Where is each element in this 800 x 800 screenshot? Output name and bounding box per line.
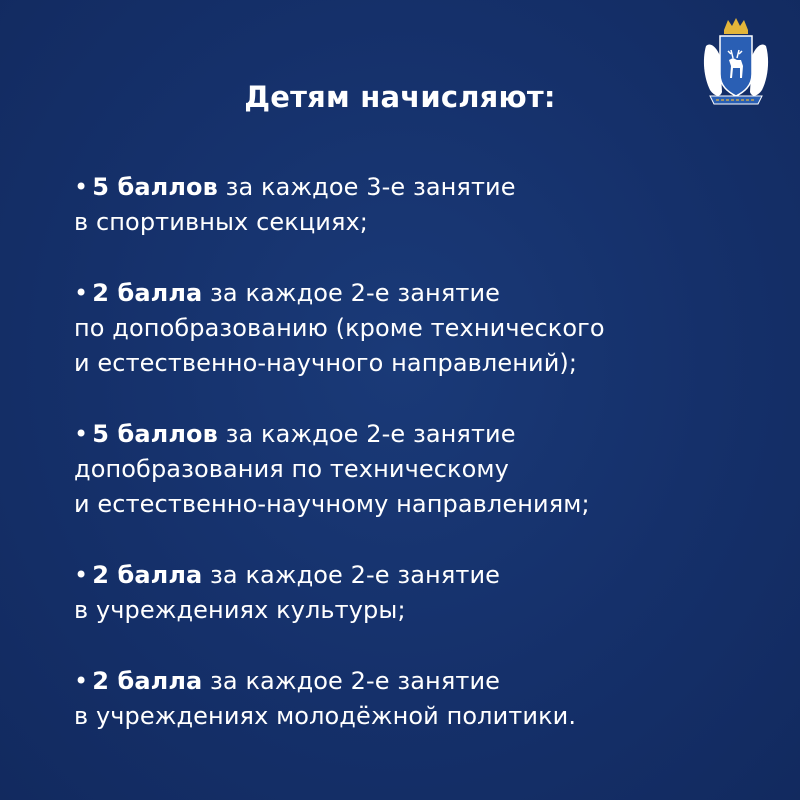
item-points: 5 баллов bbox=[92, 173, 218, 201]
page-title: Детям начисляют: bbox=[244, 80, 556, 114]
bullet-icon: • bbox=[74, 561, 89, 589]
item-condition: за каждое 2-е занятие bbox=[217, 420, 516, 448]
bullet-icon: • bbox=[74, 667, 89, 695]
item-first-line bbox=[74, 558, 774, 593]
item-points: 2 балла bbox=[92, 279, 203, 307]
item-points: 2 балла bbox=[92, 667, 203, 695]
item-first-line bbox=[74, 276, 774, 311]
item-first-line bbox=[74, 417, 774, 452]
item-line: и естественно-научного направлений); bbox=[74, 349, 578, 377]
item-line: допобразования по техническому bbox=[74, 455, 509, 483]
item-line: и естественно-научному направлениям; bbox=[74, 490, 590, 518]
list-item bbox=[74, 558, 774, 628]
item-condition: за каждое 3-е занятие bbox=[217, 173, 516, 201]
item-first-line bbox=[74, 170, 774, 205]
benefits-list bbox=[74, 170, 774, 770]
item-line: по допобразованию (кроме технического bbox=[74, 314, 605, 342]
item-line: в учреждениях молодёжной политики. bbox=[74, 702, 577, 730]
bullet-icon: • bbox=[74, 279, 89, 307]
item-points: 2 балла bbox=[92, 561, 203, 589]
item-line: в спортивных секциях; bbox=[74, 208, 368, 236]
list-item bbox=[74, 664, 774, 734]
item-points: 5 баллов bbox=[92, 420, 218, 448]
list-item bbox=[74, 170, 774, 240]
item-condition: за каждое 2-е занятие bbox=[202, 279, 501, 307]
item-condition: за каждое 2-е занятие bbox=[202, 667, 501, 695]
item-condition: за каждое 2-е занятие bbox=[202, 561, 501, 589]
list-item bbox=[74, 276, 774, 381]
bullet-icon: • bbox=[74, 420, 89, 448]
list-item bbox=[74, 417, 774, 522]
item-line: в учреждениях культуры; bbox=[74, 596, 406, 624]
bullet-icon: • bbox=[74, 173, 89, 201]
item-first-line bbox=[74, 664, 774, 699]
